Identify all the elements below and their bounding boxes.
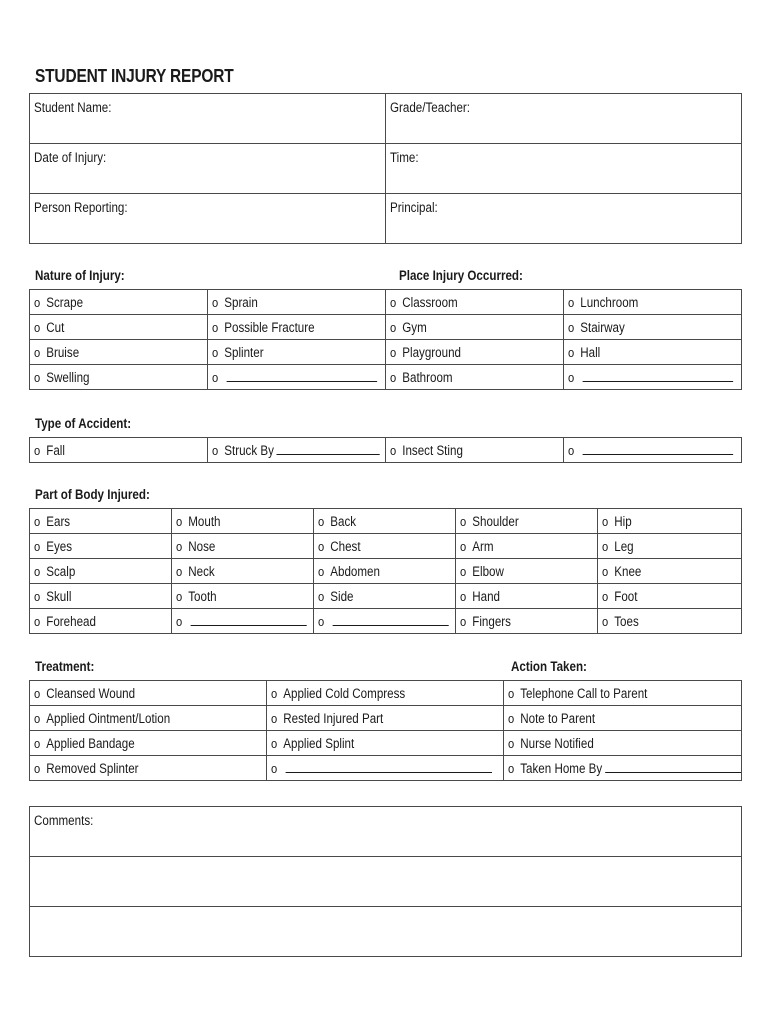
struck-by-blank[interactable]	[277, 442, 380, 455]
taken-home-by-blank[interactable]	[605, 760, 742, 773]
option-applied-splint[interactable]: o Applied Splint	[267, 731, 504, 756]
option-taken-home-by[interactable]: o Taken Home By	[504, 756, 742, 781]
type-of-accident-label: Type of Accident:	[35, 416, 132, 431]
other-place-blank[interactable]	[583, 369, 734, 382]
option-removed-splinter[interactable]: o Removed Splinter	[30, 756, 267, 781]
part-of-body-label: Part of Body Injured:	[35, 487, 150, 502]
option-note-to-parent[interactable]: o Note to Parent	[504, 706, 742, 731]
option-applied-ointment[interactable]: o Applied Ointment/Lotion	[30, 706, 267, 731]
option-stairway[interactable]: o Stairway	[564, 315, 742, 340]
option-other-treatment[interactable]: o	[267, 756, 504, 781]
option-possible-fracture[interactable]: o Possible Fracture	[208, 315, 386, 340]
option-lunchroom[interactable]: o Lunchroom	[564, 290, 742, 315]
other-accident-blank[interactable]	[583, 442, 734, 455]
date-of-injury-field[interactable]: Date of Injury:	[30, 144, 386, 194]
option-bruise[interactable]: o Bruise	[30, 340, 208, 365]
time-field[interactable]: Time:	[386, 144, 742, 194]
action-taken-label: Action Taken:	[511, 659, 587, 674]
option-elbow[interactable]: o Elbow	[456, 559, 598, 584]
option-applied-bandage[interactable]: o Applied Bandage	[30, 731, 267, 756]
option-splinter[interactable]: o Splinter	[208, 340, 386, 365]
other-injury-blank[interactable]	[227, 369, 378, 382]
option-hand[interactable]: o Hand	[456, 584, 598, 609]
treatment-action-table	[29, 680, 742, 781]
info-fields-table	[29, 93, 742, 244]
other-body-blank-1[interactable]	[191, 613, 307, 626]
option-foot[interactable]: o Foot	[598, 584, 742, 609]
option-leg[interactable]: o Leg	[598, 534, 742, 559]
option-toes[interactable]: o Toes	[598, 609, 742, 634]
person-reporting-field[interactable]: Person Reporting:	[30, 194, 386, 244]
option-tooth[interactable]: o Tooth	[172, 584, 314, 609]
option-arm[interactable]: o Arm	[456, 534, 598, 559]
option-nurse-notified[interactable]: o Nurse Notified	[504, 731, 742, 756]
option-fingers[interactable]: o Fingers	[456, 609, 598, 634]
option-other-body-1[interactable]: o	[172, 609, 314, 634]
option-struck-by[interactable]: o Struck By	[208, 438, 386, 463]
option-neck[interactable]: o Neck	[172, 559, 314, 584]
option-insect-sting[interactable]: o Insect Sting	[386, 438, 564, 463]
comments-label: Comments:	[34, 813, 94, 828]
option-sprain[interactable]: o Sprain	[208, 290, 386, 315]
option-abdomen[interactable]: o Abdomen	[314, 559, 456, 584]
nature-of-injury-label: Nature of Injury:	[35, 268, 125, 283]
option-scrape[interactable]: o Scrape	[30, 290, 208, 315]
option-gym[interactable]: o Gym	[386, 315, 564, 340]
option-playground[interactable]: o Playground	[386, 340, 564, 365]
option-hip[interactable]: o Hip	[598, 509, 742, 534]
option-nose[interactable]: o Nose	[172, 534, 314, 559]
treatment-label: Treatment:	[35, 659, 95, 674]
option-cleansed-wound[interactable]: o Cleansed Wound	[30, 681, 267, 706]
principal-field[interactable]: Principal:	[386, 194, 742, 244]
option-fall[interactable]: o Fall	[30, 438, 208, 463]
comments-line-3[interactable]	[30, 907, 742, 957]
option-other-place[interactable]: o	[564, 365, 742, 390]
option-mouth[interactable]: o Mouth	[172, 509, 314, 534]
comments-table	[29, 806, 742, 957]
option-knee[interactable]: o Knee	[598, 559, 742, 584]
option-other-body-2[interactable]: o	[314, 609, 456, 634]
option-bathroom[interactable]: o Bathroom	[386, 365, 564, 390]
option-skull[interactable]: o Skull	[30, 584, 172, 609]
option-rested-injured-part[interactable]: o Rested Injured Part	[267, 706, 504, 731]
option-classroom[interactable]: o Classroom	[386, 290, 564, 315]
comments-field[interactable]	[30, 807, 742, 857]
other-treatment-blank[interactable]	[286, 760, 492, 773]
option-swelling[interactable]: o Swelling	[30, 365, 208, 390]
other-body-blank-2[interactable]	[333, 613, 449, 626]
option-other-injury[interactable]: o	[208, 365, 386, 390]
option-side[interactable]: o Side	[314, 584, 456, 609]
option-other-accident[interactable]: o	[564, 438, 742, 463]
option-scalp[interactable]: o Scalp	[30, 559, 172, 584]
accident-type-table	[29, 437, 742, 463]
nature-place-table	[29, 289, 742, 390]
body-parts-table	[29, 508, 742, 634]
option-shoulder[interactable]: o Shoulder	[456, 509, 598, 534]
option-ears[interactable]: o Ears	[30, 509, 172, 534]
option-applied-cold-compress[interactable]: o Applied Cold Compress	[267, 681, 504, 706]
option-back[interactable]: o Back	[314, 509, 456, 534]
option-forehead[interactable]: o Forehead	[30, 609, 172, 634]
option-cut[interactable]: o Cut	[30, 315, 208, 340]
option-chest[interactable]: o Chest	[314, 534, 456, 559]
option-hall[interactable]: o Hall	[564, 340, 742, 365]
option-telephone-call-to-parent[interactable]: o Telephone Call to Parent	[504, 681, 742, 706]
form-title: STUDENT INJURY REPORT	[35, 66, 234, 86]
student-name-field[interactable]: Student Name:	[30, 94, 386, 144]
option-eyes[interactable]: o Eyes	[30, 534, 172, 559]
grade-teacher-field[interactable]: Grade/Teacher:	[386, 94, 742, 144]
place-injury-label: Place Injury Occurred:	[399, 268, 523, 283]
comments-line-2[interactable]	[30, 857, 742, 907]
